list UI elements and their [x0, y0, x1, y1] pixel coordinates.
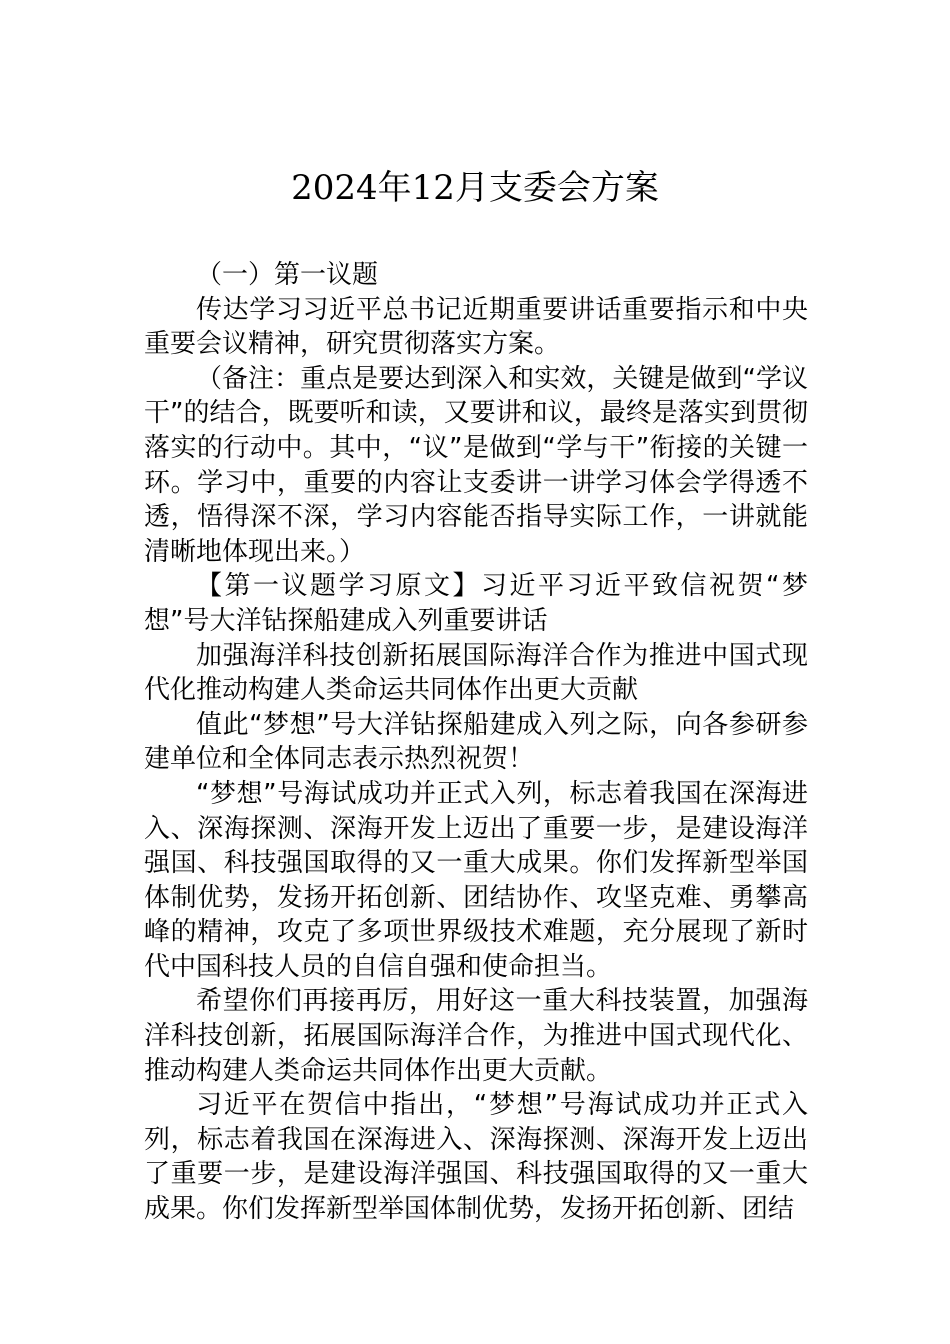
study-source-heading: 【第一议题学习原文】习近平习近平致信祝贺“梦想”号大洋钻探船建成入列重要讲话	[144, 571, 808, 636]
body-paragraph: 加强海洋科技创新拓展国际海洋合作为推进中国式现代化推动构建人类命运共同体作出更大贡献	[144, 640, 808, 706]
section-heading: （一）第一议题	[196, 260, 379, 290]
document-title: 2024年12月支委会方案	[291, 168, 659, 208]
body-paragraph: 传达学习习近平总书记近期重要讲话重要指示和中央重要会议精神，研究贯彻落实方案。	[144, 294, 808, 360]
body-paragraph: 希望你们再接再厉，用好这一重大科技装置，加强海洋科技创新，拓展国际海洋合作，为推进中国式现代化、推动构建人类命运共同体作出更大贡献。	[144, 986, 808, 1086]
remark-paragraph: （备注：重点是要达到深入和实效，关键是做到“学议干”的结合，既要听和读，又要讲和议，最终是落实到贯彻落实的行动中。其中，“议”是做到“学与干”衔接的关键一环。学习中，重要的内容让支委讲一讲学习体会学得透不透，悟得深不深，学习内容能否指导实际工作，一讲就能清晰地体现出来。）	[144, 363, 808, 567]
body-paragraph: 习近平在贺信中指出，“梦想”号海试成功并正式入列，标志着我国在深海进入、深海探测、深海开发上迈出了重要一步，是建设海洋强国、科技强国取得的又一重大成果。你们发挥新型举国体制优势，发扬开拓创新、团结	[144, 1090, 808, 1225]
body-paragraph: “梦想”号海试成功并正式入列，标志着我国在深海进入、深海探测、深海开发上迈出了重要一步，是建设海洋强国、科技强国取得的又一重大成果。你们发挥新型举国体制优势，发扬开拓创新、团结协作、攻坚克难、勇攀高峰的精神，攻克了多项世界级技术难题，充分展现了新时代中国科技人员的自信自强和使命担当。	[144, 778, 808, 982]
document-body	[144, 258, 808, 1227]
body-paragraph: 值此“梦想”号大洋钻探船建成入列之际，向各参研参建单位和全体同志表示热烈祝贺！	[144, 709, 808, 775]
